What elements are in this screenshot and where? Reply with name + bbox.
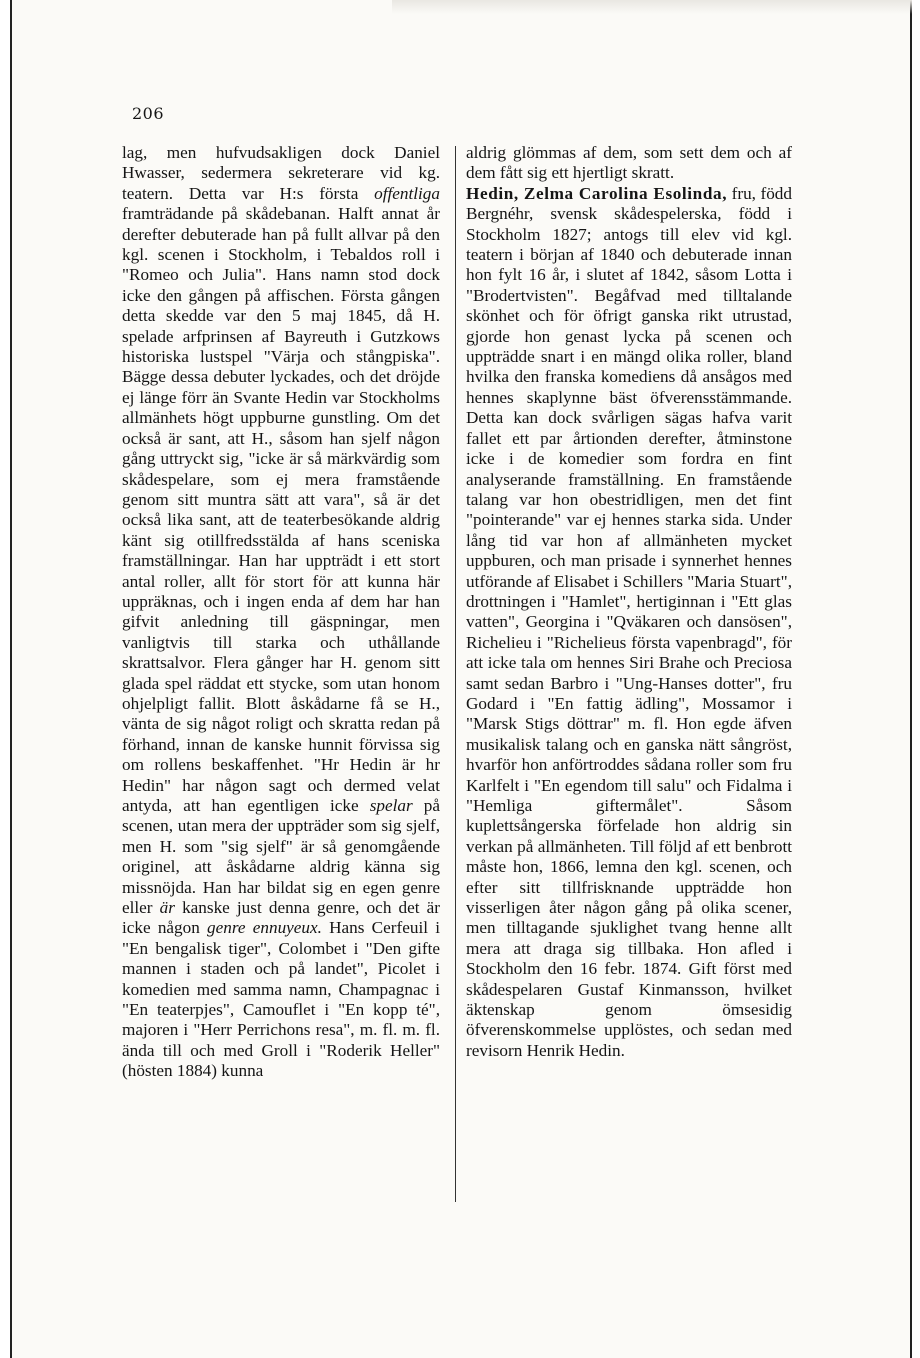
italic-emphasis: spelar (369, 796, 413, 815)
text-run: Hans Cerfeuil i "En bengalisk tiger", Colombet i "Den gifte mannen i staden och på landet", Picolet i komedien med samma namn, Champagnac i "En teaterpjes", Camouflet i "En kopp té", majoren i "Herr Perrichons resa", m. fl. m. fl. ända till och med Groll i "Roderik Heller" (hösten 1884) kunna (122, 918, 440, 1081)
entry-body: fru, född Bergnéhr, svensk skådespelerska, född i Stockholm 1827; antogs till elev vid kgl. teatern i början af 1840 och debuterade innan hon fylt 16 år, i slutet af 1842, såsom Lotta i "Brodertvisten". Begåfvad med tilltalande skönhet och för öfrigt ganska rikt utrustad, gjorde hon genast lycka på scenen och uppträdde snart i en mängd olika roller, bland hvilka den franska komediens då ansågos med hennes skaplynne bäst öfverensstämmande. Detta kan dock svårligen sägas hafva varit fallet ett par årtionden derefter, åtminstone icke i de komedier som fordra en fint analyserande framställning. En framstående talang var hon obestridligen, men det fint "pointerande" var ej hennes starka sida. Under lång tid var hon af allmänheten mycket uppburen, och man prisade i synnerhet hennes utförande af Elisabet i Schillers "Maria Stuart", drottningen i "Hamlet", hertiginnan i "Ett glas vatten", Georgina i "Qväkaren och dansösen", Richelieu i "Richelieus första vapenbragd", för att icke tala om hennes Siri Brahe och Preciosa samt sedan Barbro i "Ung-Hanses dotter", fru Godard i "En fattig ädling", Mossamor i "Marsk Stigs döttrar" m. fl. Hon egde äfven musikalisk talang och en ganska nätt sångröst, hvarför hon anförtroddes sådana roller som fru Karlfelt i "En egendom till salu" och Fidalma i "Hemliga giftermålet". Såsom kuplettsångerska förfelade hon aldrig sin verkan på allmänheten. Till följd af ett benbrott måste hon, 1866, lemna den kgl. scenen, och efter sitt tillfrisknande uppträdde hon visserligen åter någon gång på olika scener, men tilltagande sjuklighet tvang henne allt mera att draga sig tillbaka. Hon afled i Stockholm den 16 febr. 1874. Gift först med skådespelaren Gustaf Kinmansson, hvilket äktenskap genom ömsesidig öfverenskommelse upplöstes, och sedan med revisorn Henrik Hedin. (466, 183, 792, 1060)
right-column (466, 143, 792, 1061)
text-run: på scenen, utan mera der uppträder som sig sjelf, men H. som "sig sjelf" är så genomgående originel, att åskådarne aldrig känna sig missnöjda. Han har bildat sig en egen genre eller (122, 796, 440, 918)
text-run: lag, men hufvudsakligen dock Daniel Hwasser, sedermera sekreterare vid kg. teatern. Detta var H:s första (122, 143, 440, 203)
italic-emphasis: genre ennuyeux. (207, 918, 322, 938)
left-column-paragraph (122, 143, 440, 1082)
italic-emphasis: är (159, 898, 175, 918)
entry-given-names: Zelma Carolina Esolinda, (518, 183, 728, 203)
text-run: framträdande på skådebanan. Halft annat år derefter debuterade han på fullt allvar på den kgl. scenen i Stockholm, i Tebaldos roll i "Romeo och Julia". Hans namn stod dock icke den gången på affischen. Första gången detta skedde var den 5 maj 1845, då H. spelade arfprinsen af Bayreuth i Gutzkows historiska lustspel "Värja och stångpiska". Bägge dessa debuter lyckades, och det dröjde ej länge förr än Svante Hedin var Stockholms allmänhets högt uppburne gunstling. Om det också är sant, att H., såsom han sjelf någon gång uttryckt sig, "icke är så märkvärdig som skådespelare, som ej mera framstående genom sitt muntra sätt att vara", så är det också lika sant, att de teaterbesökande aldrig känt sig otillfredsstälda af hans sceniska framställningar. Han har uppträdt i ett stort antal roller, allt för stort för att kunna här uppräknas, och i ingen enda af dem har han gifvit anledning till gäspningar, men vanligtvis till starka och uthållande skrattsalvor. Flera gånger har H. genom sitt glada spel räddat ett stycke, som utan honom ohjelpligt fallit. Blott åskådarne få se H., vänta de sig något roligt och skratta redan på förhand, innan de kanske hunnit förvissa sig om rollens beskaffenhet. "Hr Hedin är hr Hedin" har någon sagt och dermed velat antyda, att han egentligen icke (122, 204, 440, 815)
entry-headword: Hedin, (466, 183, 519, 203)
scan-shadow (392, 0, 912, 14)
text-run: kanske just denna genre, och det är icke någon (122, 898, 440, 938)
italic-emphasis: offentliga (374, 183, 440, 203)
entry-paragraph (466, 184, 792, 1061)
page-number: 206 (132, 104, 165, 123)
left-column (122, 143, 440, 1082)
column-divider (455, 146, 456, 1202)
right-column-continuation: aldrig glömmas af dem, som sett dem och af dem fått sig ett hjertligt skratt. (466, 143, 792, 183)
